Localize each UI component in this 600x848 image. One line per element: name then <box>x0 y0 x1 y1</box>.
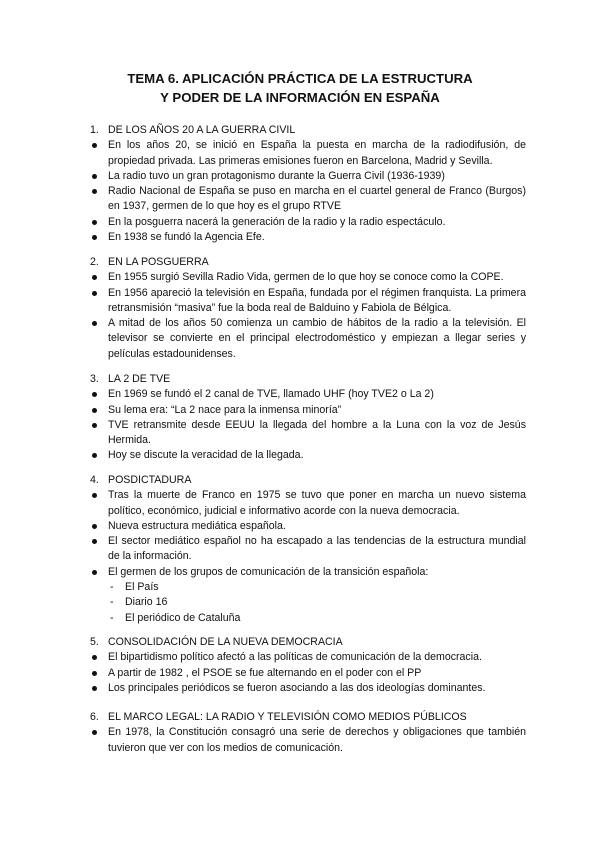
bullet-icon <box>92 453 97 458</box>
document-title <box>0 69 600 107</box>
bullet-item: En 1938 se fundó la Agencia Efe. <box>90 230 526 245</box>
title-line-2: Y PODER DE LA INFORMACIÓN EN ESPAÑA <box>160 90 440 105</box>
bullet-item: En 1969 se fundó el 2 canal de TVE, llamado UHF (hoy TVE2 o La 2) <box>90 387 526 402</box>
section-heading <box>90 372 526 387</box>
bullet-item: Los principales periódicos se fueron asociando a las dos ideologías dominantes. <box>90 681 526 696</box>
bullet-item: Hoy se discute la veracidad de la llegada. <box>90 448 526 463</box>
bullet-icon <box>92 174 97 179</box>
bullet-icon <box>92 143 97 148</box>
section-title: POSDICTADURA <box>108 474 192 486</box>
bullet-icon <box>92 493 97 498</box>
section-heading <box>90 123 526 138</box>
bullet-item: En la posguerra nacerá la generación de la radio y la radio espectáculo. <box>90 215 526 230</box>
bullet-item: Radio Nacional de España se puso en marcha en el cuartel general de Franco (Burgos) en 1937, germen de lo que hoy es el grupo RTVE <box>90 184 526 215</box>
section-6 <box>90 710 526 756</box>
bullet-icon <box>92 539 97 544</box>
section-title: DE LOS AÑOS 20 A LA GUERRA CIVIL <box>108 124 296 136</box>
bullet-icon <box>92 392 97 397</box>
bullet-icon <box>92 524 97 529</box>
bullet-icon <box>92 655 97 660</box>
bullet-item: En los años 20, se inició en España la puesta en marcha de la radiodifusión, de propiedad privada. Las primeras emisiones fueron en Barcelona, Madrid y Sevilla. <box>90 138 526 169</box>
section-title: CONSOLIDACIÓN DE LA NUEVA DEMOCRACIA <box>108 636 343 648</box>
sub-list-item: - El País <box>90 580 526 595</box>
bullet-item: A mitad de los años 50 comienza un cambio de hábitos de la radio a la televisión. El televisor se convierte en el principal electrodoméstico y empiezan a llegar series y películas estadounidenses. <box>90 316 526 362</box>
bullet-item: Nueva estructura mediática española. <box>90 519 526 534</box>
bullet-item: En 1956 apareció la televisión en España, fundada por el régimen franquista. La primera retransmisión “masiva” fue la boda real de Balduino y Fabiola de Bélgica. <box>90 286 526 317</box>
bullet-item: En 1978, la Constitución consagró una serie de derechos y obligaciones que también tuvieron que ver con los medios de comunicación. <box>90 725 526 756</box>
section-number: 5. <box>90 636 99 648</box>
section-4 <box>90 473 526 626</box>
section-number: 3. <box>90 373 99 385</box>
bullet-item: El sector mediático español no ha escapado a las tendencias de la estructura mundial de la información. <box>90 534 526 565</box>
bullet-icon <box>92 321 97 326</box>
section-1 <box>90 123 526 245</box>
bullet-icon <box>92 408 97 413</box>
section-title: LA 2 DE TVE <box>108 373 171 385</box>
bullet-icon <box>92 220 97 225</box>
dash-icon: - <box>110 611 114 624</box>
bullet-item: En 1955 surgió Sevilla Radio Vida, germen de lo que hoy se conoce como la COPE. <box>90 270 526 285</box>
section-heading <box>90 635 526 650</box>
bullet-icon <box>92 686 97 691</box>
bullet-icon <box>92 275 97 280</box>
sub-list-item: - Diario 16 <box>90 595 526 610</box>
section-3 <box>90 372 526 464</box>
bullet-icon <box>92 730 97 735</box>
dash-icon: - <box>110 581 114 594</box>
section-5 <box>90 635 526 696</box>
bullet-icon <box>92 189 97 194</box>
bullet-icon <box>92 423 97 428</box>
section-number: 2. <box>90 256 99 268</box>
title-line-1: TEMA 6. APLICACIÓN PRÁCTICA DE LA ESTRUCTURA <box>127 71 473 86</box>
section-number: 6. <box>90 711 99 723</box>
section-number: 1. <box>90 124 99 136</box>
bullet-item: El bipartidismo político afectó a las políticas de comunicación de la democracia. <box>90 650 526 665</box>
bullet-item: Tras la muerte de Franco en 1975 se tuvo que poner en marcha un nuevo sistema político, económico, judicial e informativo acorde con la nueva democracia. <box>90 488 526 519</box>
bullet-item: La radio tuvo un gran protagonismo durante la Guerra Civil (1936-1939) <box>90 169 526 184</box>
section-heading <box>90 710 526 725</box>
section-title: EL MARCO LEGAL: LA RADIO Y TELEVISIÓN COMO MEDIOS PÚBLICOS <box>108 711 467 723</box>
bullet-icon <box>92 235 97 240</box>
section-heading <box>90 473 526 488</box>
bullet-icon <box>92 291 97 296</box>
section-title: EN LA POSGUERRA <box>108 256 209 268</box>
section-2 <box>90 255 526 362</box>
section-heading <box>90 255 526 270</box>
bullet-icon <box>92 570 97 575</box>
bullet-item: Su lema era: “La 2 nace para la inmensa minoría” <box>90 403 526 418</box>
section-number: 4. <box>90 474 99 486</box>
sub-list-item: - El periódico de Cataluña <box>90 611 526 626</box>
bullet-icon <box>92 671 97 676</box>
bullet-item: El germen de los grupos de comunicación de la transición española: <box>90 565 526 580</box>
bullet-item: TVE retransmite desde EEUU la llegada del hombre a la Luna con la voz de Jesús Hermida. <box>90 418 526 449</box>
bullet-item: A partir de 1982 , el PSOE se fue alternando en el poder con el PP <box>90 666 526 681</box>
dash-icon: - <box>110 596 114 609</box>
